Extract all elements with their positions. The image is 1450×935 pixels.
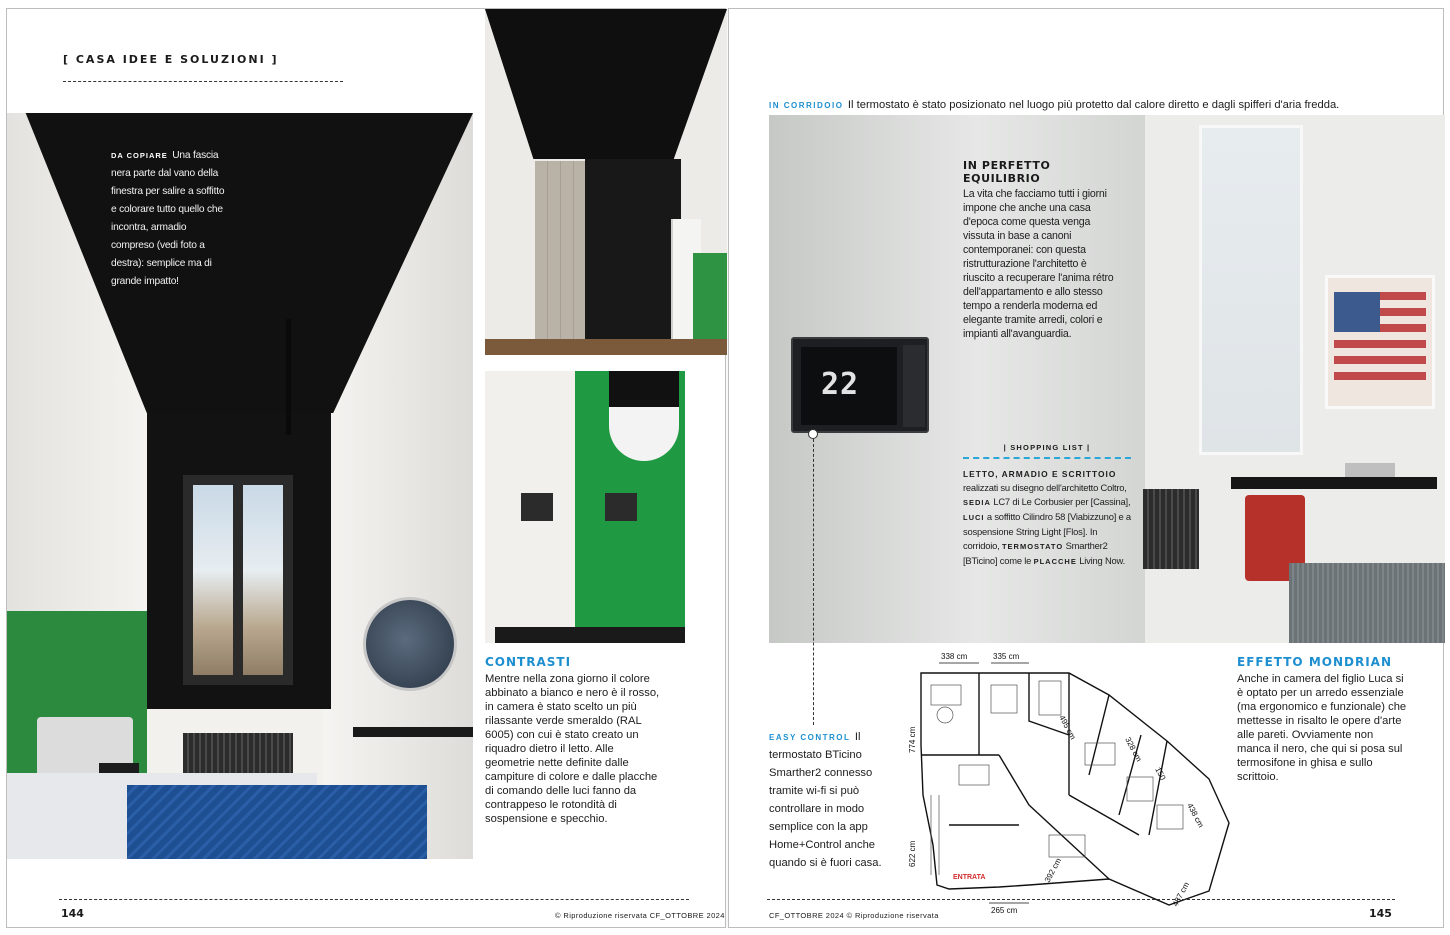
- shopping-text: come le: [999, 555, 1034, 566]
- shopping-text: LC7 di Le Corbusier per: [990, 496, 1089, 507]
- plan-entrance-label: ENTRATA: [953, 874, 986, 881]
- perfetto-equilibrio-text: La vita che facciamo tutti i giorni impone che anche una casa d'epoca come questa venga vissuta in base a canoni contemporanei: con questa ristrutturazione l'architetto è riuscito a recuperare l'anima rétro dell'appartamento e allo stesso tempo a renderla moderna ed elegante tramite arredi, colori e impianti all'avanguardia.: [963, 188, 1114, 340]
- thermostat-display: 22: [821, 367, 860, 402]
- shopping-key: PLACCHE: [1033, 557, 1077, 566]
- laptop: [1345, 463, 1395, 477]
- plan-dim-487: 487 cm: [1170, 880, 1192, 908]
- switches-photo: [485, 371, 685, 643]
- grey-bed: [1289, 563, 1445, 643]
- plan-dim-338: 338 cm: [941, 652, 968, 661]
- switch-plate: [521, 493, 553, 521]
- plan-dim-150: 150: [1153, 765, 1168, 782]
- page-credit: © Riproduzione riservata CF_OTTOBRE 2024: [555, 911, 725, 920]
- effetto-mondrian-block: [1237, 655, 1407, 784]
- shopping-key: LUCI: [963, 513, 985, 522]
- window: [1199, 125, 1303, 455]
- effetto-mondrian-text: Anche in camera del figlio Luca si è optato per un arredo essenziale (ma ergonomico e funzionale) che mettesse in risalto le opere d'arte alle pareti. Ovviamente non manca il nero, che qui si posa sul termosifone in ghisa e sullo scrittoio.: [1237, 673, 1407, 783]
- shopping-text: [Cassina],: [1090, 496, 1131, 507]
- shopping-text: [Viabizzuno] e a sospensione: [963, 511, 1131, 537]
- footer-rule: [59, 899, 689, 900]
- round-mirror: [363, 597, 457, 691]
- shopping-text: a soffitto Cilindro 58: [984, 511, 1066, 522]
- shopping-key: SEDIA: [963, 498, 991, 507]
- plan-dim-392: 392 cm: [1042, 856, 1064, 884]
- window: [183, 475, 293, 685]
- contrasti-block: [485, 655, 665, 826]
- bedroom-photo: [7, 113, 473, 859]
- shopping-list-label: | SHOPPING LIST |: [1003, 443, 1091, 452]
- right-page: [728, 8, 1444, 928]
- pendant-lamp: [286, 319, 291, 435]
- plan-dim-495: 495 cm: [1057, 713, 1078, 742]
- shopping-list-block: [963, 443, 1131, 566]
- shopping-text: Living Now.: [1076, 555, 1125, 566]
- globe-pendant: [609, 371, 679, 461]
- contrasti-text: Mentre nella zona giorno il colore abbinato a bianco e nero è il rosso, in camera è stato scelto un più rilassante verde smeraldo (RAL 6005) con cui è stato creato un riquadro dietro il letto. Alle geometrie nette definite dalle campiture di colore e dalle placche di comando delle luci fanno da contrappeso le rotondità di sospensione e specchio.: [485, 673, 660, 825]
- corridoio-text: Il termostato è stato posizionato nel luogo più protetto dal calore diretto e dagli spifferi d'aria fredda.: [847, 99, 1340, 111]
- shopping-list-text: [963, 467, 1131, 569]
- shopping-key: TERMOSTATO: [1001, 542, 1064, 551]
- flag-artwork: [1325, 275, 1435, 409]
- shopping-text: String Light [Flos]. In corridoio,: [963, 526, 1098, 551]
- shopping-text: realizzati su disegno dell'architetto: [963, 482, 1099, 493]
- shopping-text: Coltro,: [1100, 482, 1127, 493]
- perfetto-equilibrio-title: IN PERFETTO EQUILIBRIO: [963, 159, 1051, 185]
- plan-dim-774: 774 cm: [908, 726, 917, 753]
- radiator: [1143, 489, 1199, 569]
- callout-dot: [808, 429, 818, 439]
- effetto-mondrian-title: EFFETTO MONDRIAN: [1237, 655, 1392, 669]
- wall-desk: [353, 727, 473, 737]
- wardrobe-photo: [485, 9, 727, 355]
- callout-line: [813, 439, 814, 725]
- page-number: 145: [1369, 907, 1392, 920]
- contrasti-title: CONTRASTI: [485, 655, 572, 669]
- easy-control-text: Il termostato BTicino Smarther2 connesso tramite wi-fi si può controllare in modo semplice con la app Home+Control anche quando si è fuori casa.: [769, 731, 882, 869]
- shopping-key: LETTO, ARMADIO E SCRITTOIO: [963, 469, 1117, 479]
- page-number: 144: [61, 907, 84, 920]
- section-label: [ CASA IDEE E SOLUZIONI ]: [63, 53, 279, 66]
- shopping-text: Smarther2 [BTicino]: [963, 540, 1108, 566]
- footer-rule: [767, 899, 1395, 900]
- blue-blanket: [127, 785, 427, 859]
- plan-dim-335: 335 cm: [993, 652, 1020, 661]
- easy-control-kicker: EASY CONTROL: [769, 733, 851, 742]
- left-page: [6, 8, 726, 928]
- da-copiare-text: Una fascia nera parte dal vano della finestra per salire a soffitto e colorare tutto quello che incontra, armadio compreso (vedi foto a destra): semplice ma di grande impatto!: [111, 150, 225, 287]
- corridoio-kicker: IN CORRIDOIO: [769, 101, 844, 110]
- corridor-bedroom-photo: [769, 115, 1445, 643]
- page-credit: CF_OTTOBRE 2024 © Riproduzione riservata: [769, 911, 939, 920]
- floor-plan: [909, 645, 1269, 917]
- switch-plate: [605, 493, 637, 521]
- da-copiare-caption: [111, 145, 229, 289]
- corridoio-caption: [769, 95, 1445, 113]
- plan-dim-265: 265 cm: [991, 906, 1018, 915]
- perfetto-equilibrio-block: [963, 159, 1119, 341]
- easy-control-block: [769, 727, 889, 871]
- section-rule: [63, 81, 343, 82]
- black-desk: [1231, 477, 1437, 489]
- plan-dim-328: 328 cm: [1123, 735, 1144, 764]
- plan-dim-622: 622 cm: [908, 840, 917, 867]
- thermostat: [791, 337, 929, 433]
- da-copiare-kicker: DA COPIARE: [111, 151, 168, 160]
- shopping-list-rule: [963, 457, 1131, 459]
- plan-dim-438: 438 cm: [1185, 801, 1206, 830]
